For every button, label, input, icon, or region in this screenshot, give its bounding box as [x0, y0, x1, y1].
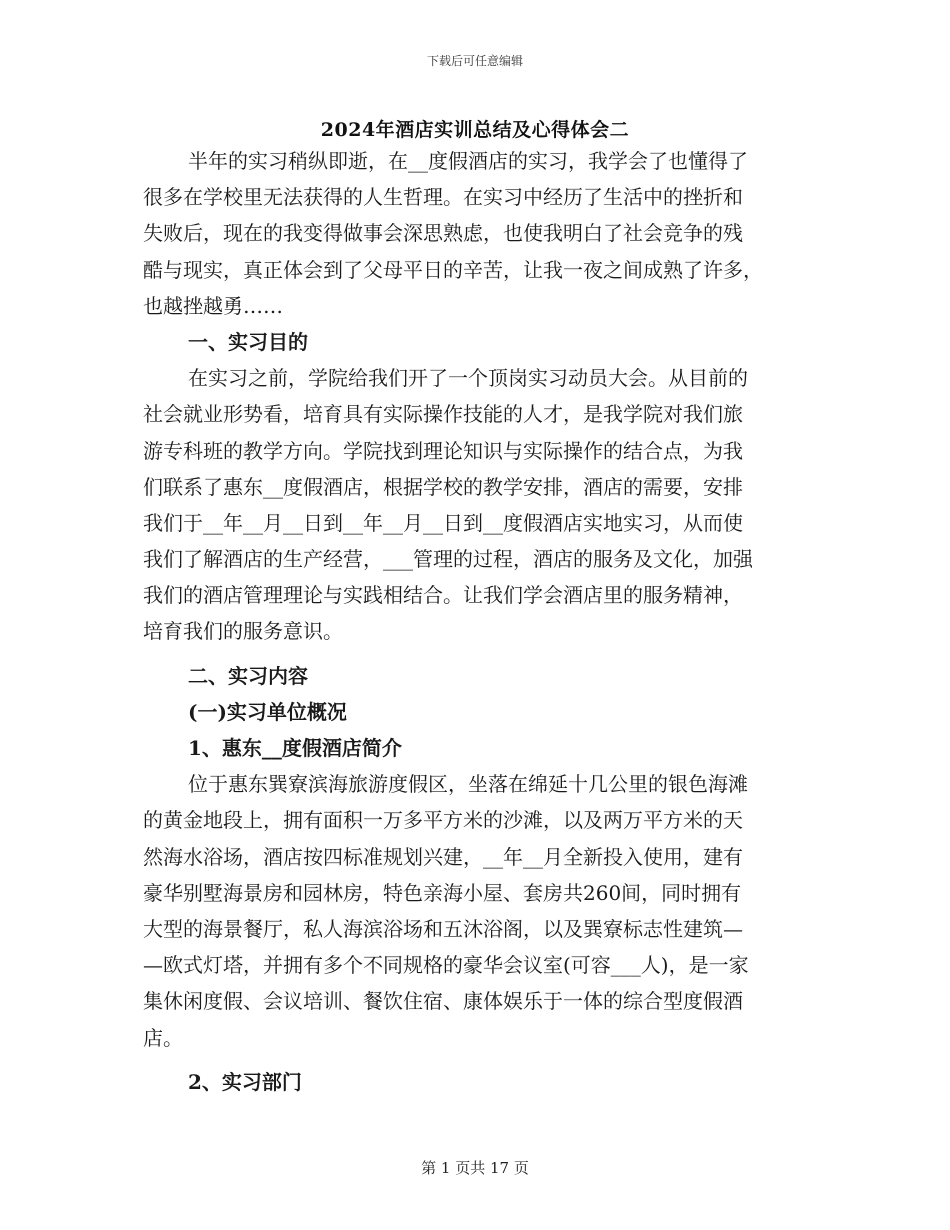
paragraph-line: 位于惠东巽寮滨海旅游度假区，坐落在绵延十几公里的银色海滩	[188, 772, 748, 797]
page-footer: 第 1 页共 17 页	[421, 1159, 529, 1177]
paragraph-line: 我们的酒店管理理论与实践相结合。让我们学会酒店里的服务精神，	[143, 583, 743, 608]
header-note: 下载后可任意编辑	[426, 54, 523, 68]
paragraph-line: 大型的海景餐厅，私人海滨浴场和五沐浴阁，以及巽寮标志性建筑—	[143, 916, 743, 941]
paragraph-line: 店。	[143, 1025, 183, 1050]
paragraph-line: 培育我们的服务意识。	[143, 619, 343, 644]
paragraph-line: 豪华别墅海景房和园林房，特色亲海小屋、套房共260间，同时拥有	[143, 880, 742, 905]
paragraph-line: 的黄金地段上，拥有面积一万多平方米的沙滩，以及两万平方米的天	[143, 808, 743, 833]
paragraph-line: 社会就业形势看，培育具有实际操作技能的人才，是我学院对我们旅	[143, 402, 743, 427]
subsubsection-heading-hotel-intro: 1、惠东__度假酒店简介	[188, 736, 402, 760]
paragraph-line: 很多在学校里无法获得的人生哲理。在实习中经历了生活中的挫折和	[143, 185, 743, 210]
paragraph-line: 失败后，现在的我变得做事会深思熟虑，也使我明白了社会竞争的残	[143, 221, 743, 246]
paragraph-line: 在实习之前，学院给我们开了一个顶岗实习动员大会。从目前的	[188, 366, 748, 391]
paragraph-line: 集休闲度假、会议培训、餐饮住宿、康体娱乐于一体的综合型度假酒	[143, 989, 743, 1014]
paragraph-line: 我们于__年__月__日到__年__月__日到__度假酒店实地实习，从而使	[143, 510, 743, 535]
paragraph-line: 们联系了惠东__度假酒店，根据学校的教学安排，酒店的需要，安排	[143, 474, 743, 499]
paragraph-line: 半年的实习稍纵即逝，在__度假酒店的实习，我学会了也懂得了	[188, 149, 748, 173]
document-title: 2024年酒店实训总结及心得体会二	[320, 119, 630, 141]
paragraph-line: 游专科班的教学方向。学院找到理论知识与实际操作的结合点，为我	[143, 438, 743, 463]
paragraph-line: 也越挫越勇……	[143, 293, 283, 318]
subsubsection-heading-department: 2、实习部门	[188, 1069, 302, 1094]
paragraph-line: 我们了解酒店的生产经营，___管理的过程，酒店的服务及文化，加强	[143, 547, 753, 572]
paragraph-line: —欧式灯塔，并拥有多个不同规格的豪华会议室(可容___人)，是一家	[143, 953, 749, 978]
document-body	[143, 143, 813, 1100]
section-heading-content: 二、实习内容	[188, 663, 308, 688]
section-heading-purpose: 一、实习目的	[188, 329, 308, 354]
subsection-heading-overview: (一)实习单位概况	[188, 699, 347, 724]
paragraph-line: 酷与现实，真正体会到了父母平日的辛苦，让我一夜之间成熟了许多，	[143, 257, 763, 282]
paragraph-line: 然海水浴场，酒店按四标准规划兴建，__年__月全新投入使用，建有	[143, 844, 743, 869]
